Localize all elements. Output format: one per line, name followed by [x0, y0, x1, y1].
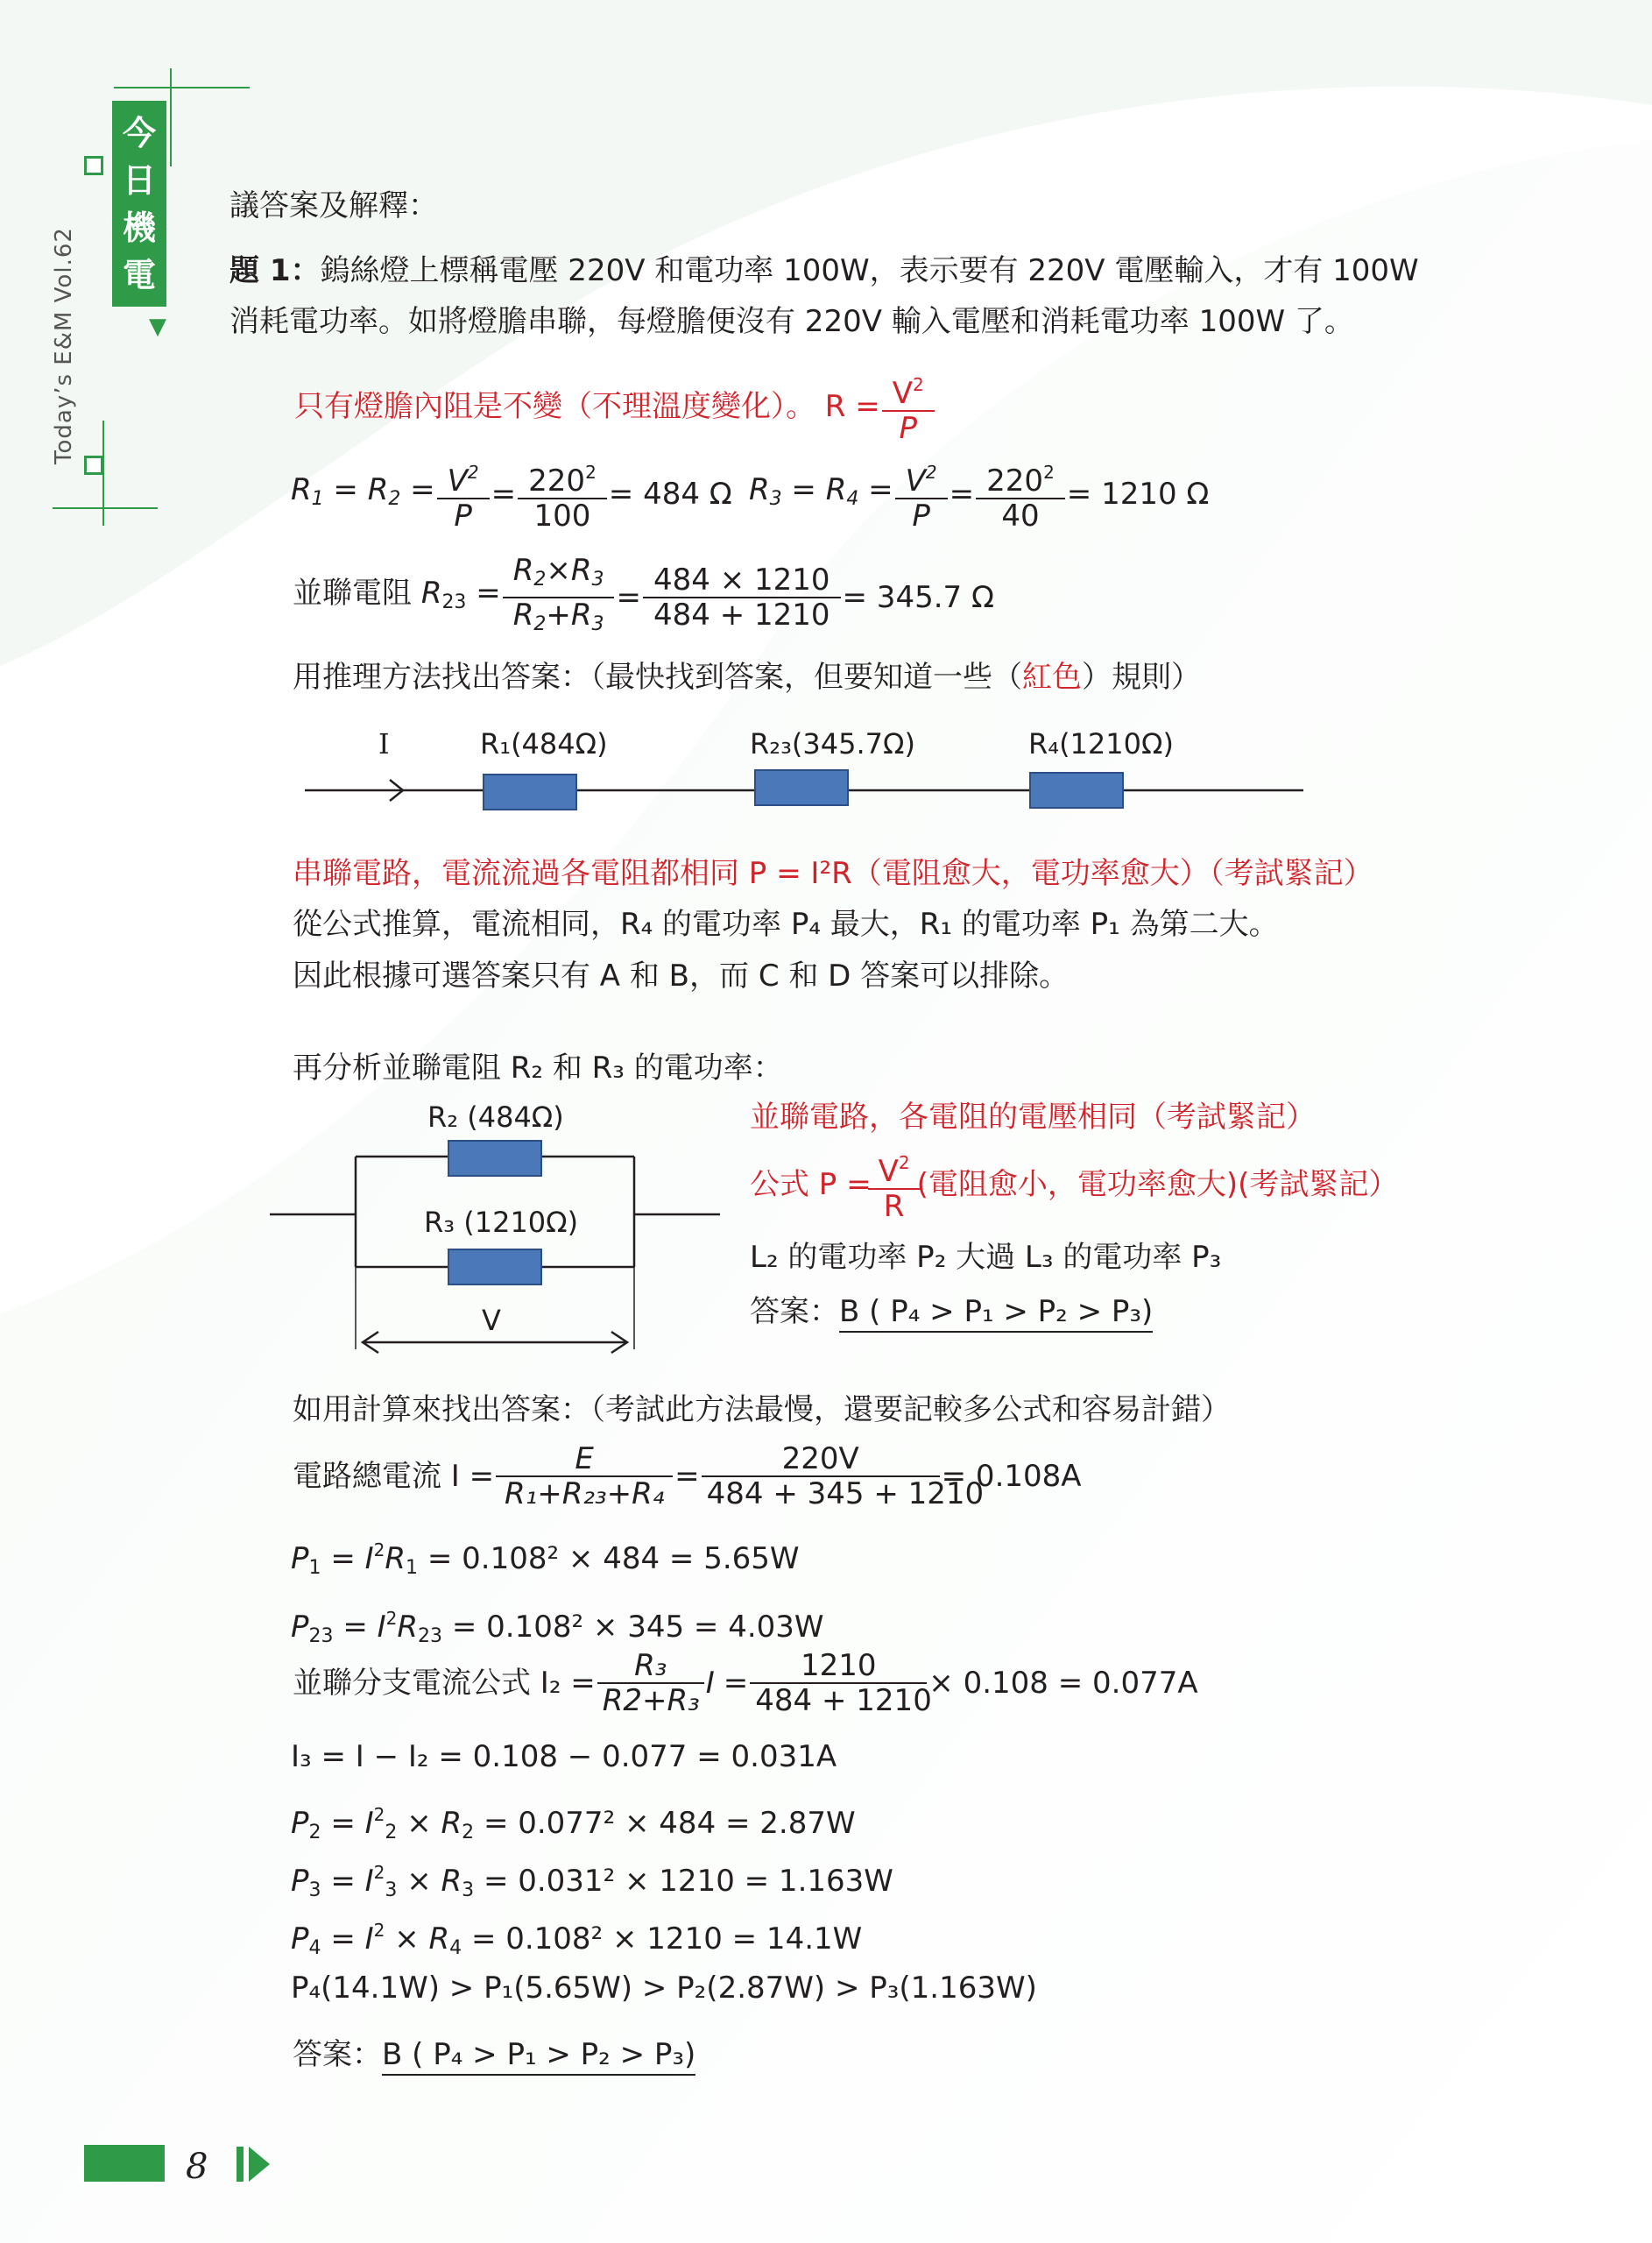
- section-band: [112, 101, 166, 307]
- r12-label: $R_1 = R_2$ =: [291, 471, 435, 510]
- parallel-rule1: 並聯電路，各電阻的電壓相同（考試緊記）: [750, 1100, 1316, 1135]
- resistance-note-text: 只有燈膽內阻是不變（不理溫度變化）。 R =: [294, 389, 880, 424]
- parallel-rule2: 公式 P = $\frac{V^2}{R}$ (電阻愈小，電功率愈大)(考試緊記）: [750, 1152, 1399, 1224]
- footer-green-bar: [84, 2145, 165, 2182]
- series-line2: 從公式推算，電流相同，R₄ 的電功率 P₄ 最大，R₁ 的電功率 P₁ 為第二大。: [293, 907, 1279, 942]
- r12-frac1: $\frac{V^2}{P}$: [442, 456, 484, 533]
- r34-frac1: $\frac{V^2}{P}$: [900, 456, 942, 533]
- parallel-res-frac2: $\frac{484 \times 1210}{484 + 1210}$: [648, 563, 836, 632]
- intro-text: 議答案及解釋：: [229, 188, 438, 223]
- magazine-vertical-title: Today’s E&M Vol.62: [51, 227, 77, 464]
- p23-line: $P_{23} = I^2R_{23} = 0.108^2 \times 345 = 4.03W$: [291, 1608, 824, 1647]
- calc-intro: 如用計算來找出答案：（考試此方法最慢，還要記較多公式和容易計錯）: [293, 1392, 1231, 1427]
- page-number: 8: [186, 2147, 208, 2187]
- r12-frac2: $\frac{220^2}{100}$: [523, 456, 602, 533]
- branch-current-formula: 並聯分支電流公式 I₂ = $\frac{\text{R₃}}{\text{R2+R₃}}$ I = $\frac{1210}{484 + 1210}$ × 0.108 = 0.077A: [293, 1648, 1198, 1718]
- square-icon-bottom: [84, 456, 103, 475]
- square-icon-top: [84, 156, 103, 175]
- parallel-compare: L₂ 的電功率 P₂ 大過 L₃ 的電功率 P₃: [750, 1240, 1222, 1275]
- page-arrow-icon: [233, 2145, 273, 2183]
- i3-line: I₃ = I − I₂ = 0.108 − 0.077 = 0.031A: [291, 1739, 837, 1774]
- r-formula-den: P: [882, 410, 935, 445]
- question-label: 題 1：: [229, 253, 321, 288]
- p4-line: $P_4 = I^2 \times R_4 = 0.108^2 \times 1210 = 14.1W$: [291, 1920, 863, 1959]
- reasoning-intro: 用推理方法找出答案：（最快找到答案，但要知道一些（紅色）規則）: [293, 660, 1201, 695]
- p1-line: $P_1 = I^2R_1 = 0.108^2 \times 484 = 5.65W$: [291, 1539, 800, 1579]
- r-formula-fraction: [887, 368, 929, 445]
- parallel-r2-label: R₂ (484Ω): [427, 1100, 564, 1134]
- resistor-r2: [448, 1141, 541, 1176]
- p2-line: $P_2 = I^2_2 \times R_2 = 0.077^2 \times 484 = 2.87W$: [291, 1804, 856, 1843]
- answer-2: 答案：B ( P₄ > P₁ > P₂ > P₃): [293, 2036, 695, 2073]
- series-current-label: I: [378, 727, 390, 761]
- series-r1-label: R₁(484Ω): [480, 727, 608, 761]
- r34-label: $R_3 = R_4$ =: [749, 471, 893, 510]
- series-r4-label: R₄(1210Ω): [1028, 727, 1174, 761]
- r34-result: = 1210 Ω: [1066, 477, 1210, 512]
- series-r23-label: R₂₃(345.7Ω): [750, 727, 915, 761]
- total-current-formula: 電路總電流 I = $\frac{E}{\text{R₁+R₂₃+R₄}}$ = $\frac{220V}{484 + 345 + 1210}$ = 0.108A: [293, 1441, 1082, 1511]
- parallel-res-label: 並聯電阻 $R_{23}$ =: [293, 575, 501, 613]
- r12-formula: $R_1 = R_2$ = $\frac{V^2}{P}$ = $\frac{220^2}{100}$ = 484 Ω: [291, 456, 732, 533]
- r-formula-num: $V^2$: [892, 374, 924, 411]
- section-band-text: 今日機電: [122, 113, 156, 294]
- resistor-r1: [484, 775, 576, 810]
- parallel-res-result: = 345.7 Ω: [842, 580, 994, 615]
- r34-formula: $R_3 = R_4$ = $\frac{V^2}{P}$ = $\frac{220^2}{40}$ = 1210 Ω: [749, 456, 1209, 533]
- parallel-res-frac1: $\frac{R_2\times R_3}{R_2+R_3}$: [508, 554, 610, 641]
- resistor-r23: [755, 770, 848, 805]
- series-rule: 串聯電路，電流流過各電阻都相同 P = I²R（電阻愈大，電功率愈大）（考試緊記）: [293, 856, 1373, 891]
- resistor-r4: [1030, 773, 1123, 808]
- question-1-line2: 消耗電功率。如將燈膽串聯，每燈膽便沒有 220V 輸入電壓和消耗電功率 100W 了。: [229, 304, 1354, 339]
- band-arrow-icon: ▼: [149, 314, 166, 340]
- question-1-line1: [229, 252, 1419, 289]
- parallel-intro: 再分析並聯電阻 R₂ 和 R₃ 的電功率：: [293, 1051, 783, 1086]
- parallel-r3-label: R₃ (1210Ω): [424, 1206, 579, 1239]
- resistance-note: [294, 368, 936, 445]
- r12-result: = 484 Ω: [608, 477, 732, 512]
- parallel-v-label: V: [482, 1304, 501, 1337]
- parallel-resistance-formula: 並聯電阻 $R_{23}$ = $\frac{R_2\times R_3}{R_2+R_3}$ = $\frac{484 \times 1210}{484 + 1210}$ = 345.7 Ω: [293, 554, 994, 641]
- resistor-r3: [448, 1249, 541, 1284]
- power-compare-line: P₄(14.1W) > P₁(5.65W) > P₂(2.87W) > P₃(1.163W): [291, 1971, 1037, 2006]
- p3-line: $P_3 = I^2_3 \times R_3 = 0.031^2 \times 1210 = 1.163W$: [291, 1862, 893, 1901]
- question-text-1: 鎢絲燈上標稱電壓 220V 和電功率 100W，表示要有 220V 電壓輸入，才有 100W: [320, 253, 1419, 288]
- series-line3: 因此根據可選答案只有 A 和 B，而 C 和 D 答案可以排除。: [293, 959, 1070, 994]
- r34-frac2: $\frac{220^2}{40}$: [981, 456, 1060, 533]
- answer-1: 答案：B ( P₄ > P₁ > P₂ > P₃): [750, 1293, 1153, 1330]
